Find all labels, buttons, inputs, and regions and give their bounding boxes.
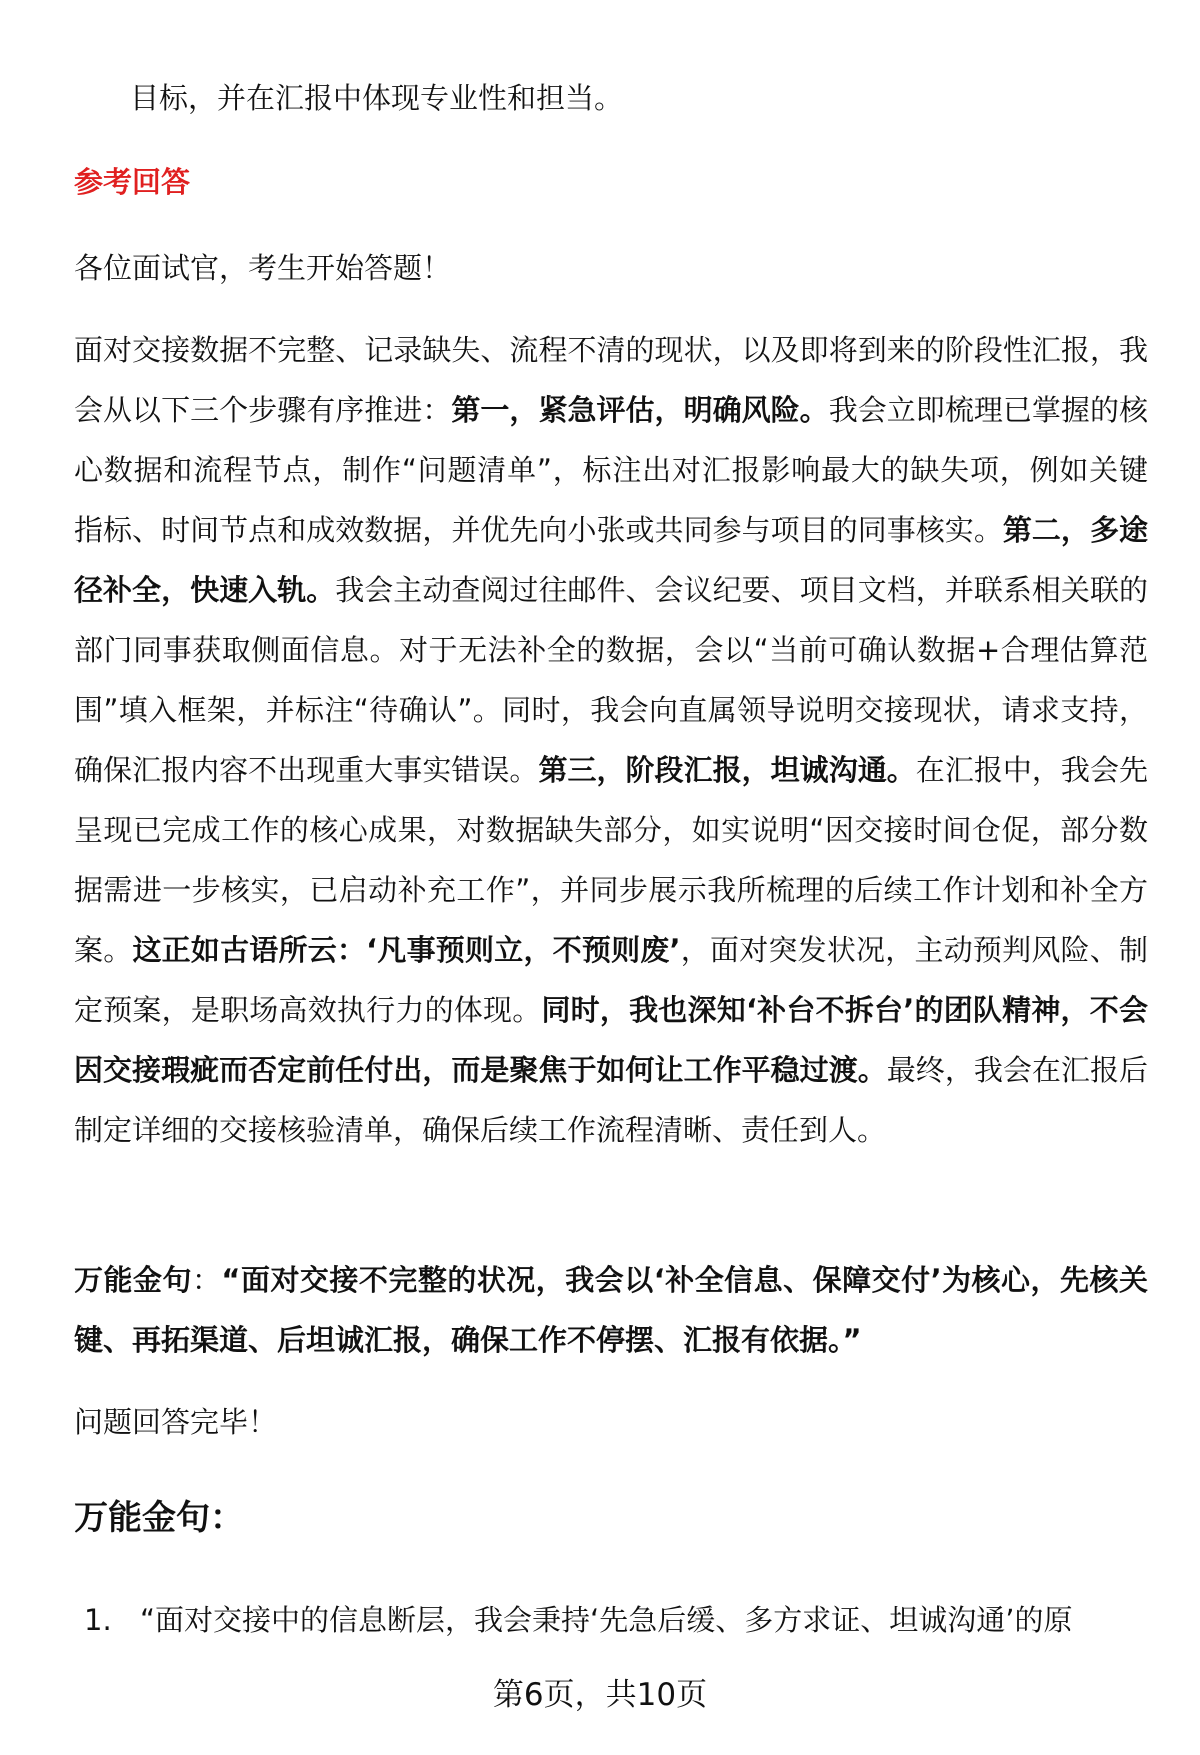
- greeting-paragraph: 各位面试官，考生开始答题！: [74, 251, 452, 285]
- answer-quote: 这正如古语所云：‘凡事预则立，不预则废’: [132, 933, 681, 967]
- answer-segment: 面对交接数据不完整、记录缺失、流程不清的现状，以及即将到来的阶段性汇报，我会从以下三个步骤有序推进：: [74, 333, 1148, 427]
- intro-paragraph: 目标，并在汇报中体现专业性和担当。: [130, 81, 624, 115]
- page-footer: 第6页，共10页: [492, 1677, 708, 1713]
- answer-segment: 最终，我会在汇报后制定详细的交接核验清单，确保后续工作流程清晰、责任到人。: [74, 1053, 1148, 1147]
- list-item: [84, 1590, 1148, 1650]
- answer-segment: 我会主动查阅过往邮件、会议纪要、项目文档，并联系相关联的部门同事获取侧面信息。对于无法补全的数据，会以“当前可确认数据+合理估算范围”填入框架，并标注“待确认”。同时，我会向直属领导说明交接现状，请求支持，确保汇报内容不出现重大事实错误。: [74, 573, 1148, 787]
- answer-step-heading: 第三，阶段汇报，坦诚沟通。: [538, 753, 916, 787]
- answer-segment: ，面对突发状况，主动预判风险、制定预案，是职场高效执行力的体现。: [74, 933, 1148, 1027]
- answer-emphasis: 同时，我也深知‘补台不拆台’的团队精神，不会因交接瑕疵而否定前任付出，而是聚焦于如何让工作平稳过渡。: [74, 993, 1148, 1087]
- closing-paragraph: 问题回答完毕！: [74, 1405, 278, 1439]
- golden-sentence-colon: ：: [191, 1263, 222, 1297]
- golden-sentence-paragraph: [74, 1250, 1148, 1370]
- list-item-number: 1.: [84, 1603, 112, 1637]
- section-title: 万能金句：: [74, 1498, 244, 1538]
- list-item-text: “面对交接中的信息断层，我会秉持‘先急后缓、多方求证、坦诚沟通’的原: [140, 1603, 1073, 1637]
- answer-paragraph: [74, 320, 1148, 1160]
- golden-sentence-text: “面对交接不完整的状况，我会以‘补全信息、保障交付’为核心，先核关键、再拓渠道、后坦诚汇报，确保工作不停摆、汇报有依据。”: [74, 1263, 1148, 1357]
- answer-step-heading: 第一，紧急评估，明确风险。: [451, 393, 829, 427]
- golden-sentence-label: 万能金句: [74, 1263, 192, 1297]
- answer-segment: 我会立即梳理已掌握的核心数据和流程节点，制作“问题清单”，标注出对汇报影响最大的缺失项，例如关键指标、时间节点和成效数据，并优先向小张或共同参与项目的同事核实。: [74, 393, 1148, 547]
- answer-segment: 在汇报中，我会先呈现已完成工作的核心成果，对数据缺失部分，如实说明“因交接时间仓促，部分数据需进一步核实，已启动补充工作”，并同步展示我所梳理的后续工作计划和补全方案。: [74, 753, 1148, 967]
- answer-step-heading: 第二，多途径补全，快速入轨。: [74, 513, 1148, 607]
- section-heading: 参考回答: [74, 165, 191, 199]
